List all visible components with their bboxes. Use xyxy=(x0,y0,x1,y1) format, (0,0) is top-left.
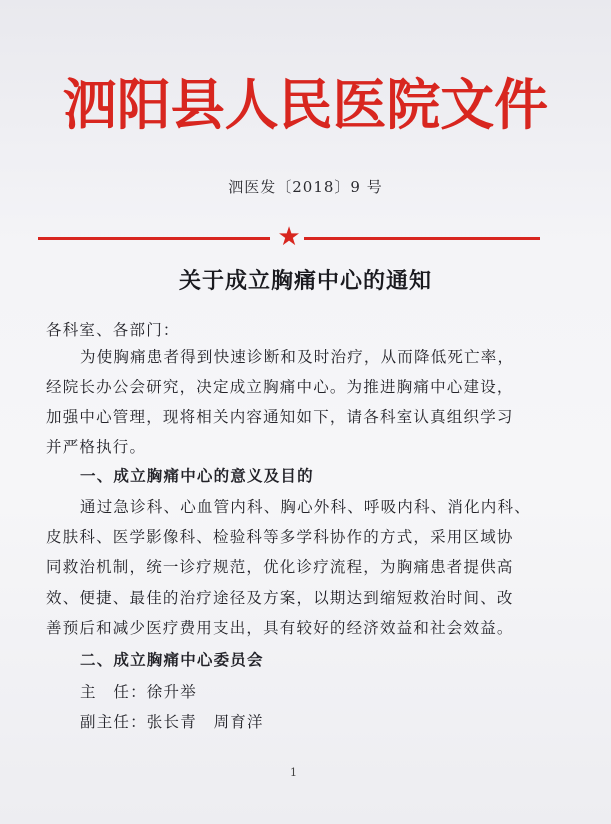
section1-line: 同救治机制，统一诊疗规范，优化诊疗流程，为胸痛患者提供高 xyxy=(46,558,514,576)
intro-line: 为使胸痛患者得到快速诊断和及时治疗，从而降低死亡率， xyxy=(80,348,515,366)
section1-line: 善预后和减少医疗费用支出，具有较好的经济效益和社会效益。 xyxy=(46,619,514,637)
director-line: 主 任：徐升举 xyxy=(80,683,197,701)
section1-line: 皮肤科、医学影像科、检验科等多学科协作的方式，采用区域协 xyxy=(46,528,514,546)
masthead-title: 泗阳县人民医院文件 xyxy=(62,72,549,137)
section1-line: 通过急诊科、心血管内科、胸心外科、呼吸内科、消化内科、 xyxy=(80,498,531,516)
section2-heading: 二、成立胸痛中心委员会 xyxy=(80,650,264,669)
intro-line: 加强中心管理，现将相关内容通知如下，请各科室认真组织学习 xyxy=(46,408,514,426)
deputy-director-line: 副主任：张长青 周育洋 xyxy=(80,713,264,731)
section1-heading: 一、成立胸痛中心的意义及目的 xyxy=(80,466,314,485)
red-rule-left xyxy=(38,237,270,240)
document-number: 泗医发〔2018〕9 号 xyxy=(228,178,383,196)
section1-line: 效、便捷、最佳的治疗途径及方案，以期达到缩短救治时间、改 xyxy=(46,589,514,607)
red-rule-right xyxy=(304,237,540,240)
notice-title: 关于成立胸痛中心的通知 xyxy=(178,268,432,294)
red-star-icon: ★ xyxy=(277,222,301,252)
intro-line: 并严格执行。 xyxy=(46,438,147,456)
intro-line: 经院长办公会研究，决定成立胸痛中心。为推进胸痛中心建设， xyxy=(46,378,514,396)
page-number: 1 xyxy=(290,766,297,779)
salutation: 各科室、各部门： xyxy=(46,321,180,339)
